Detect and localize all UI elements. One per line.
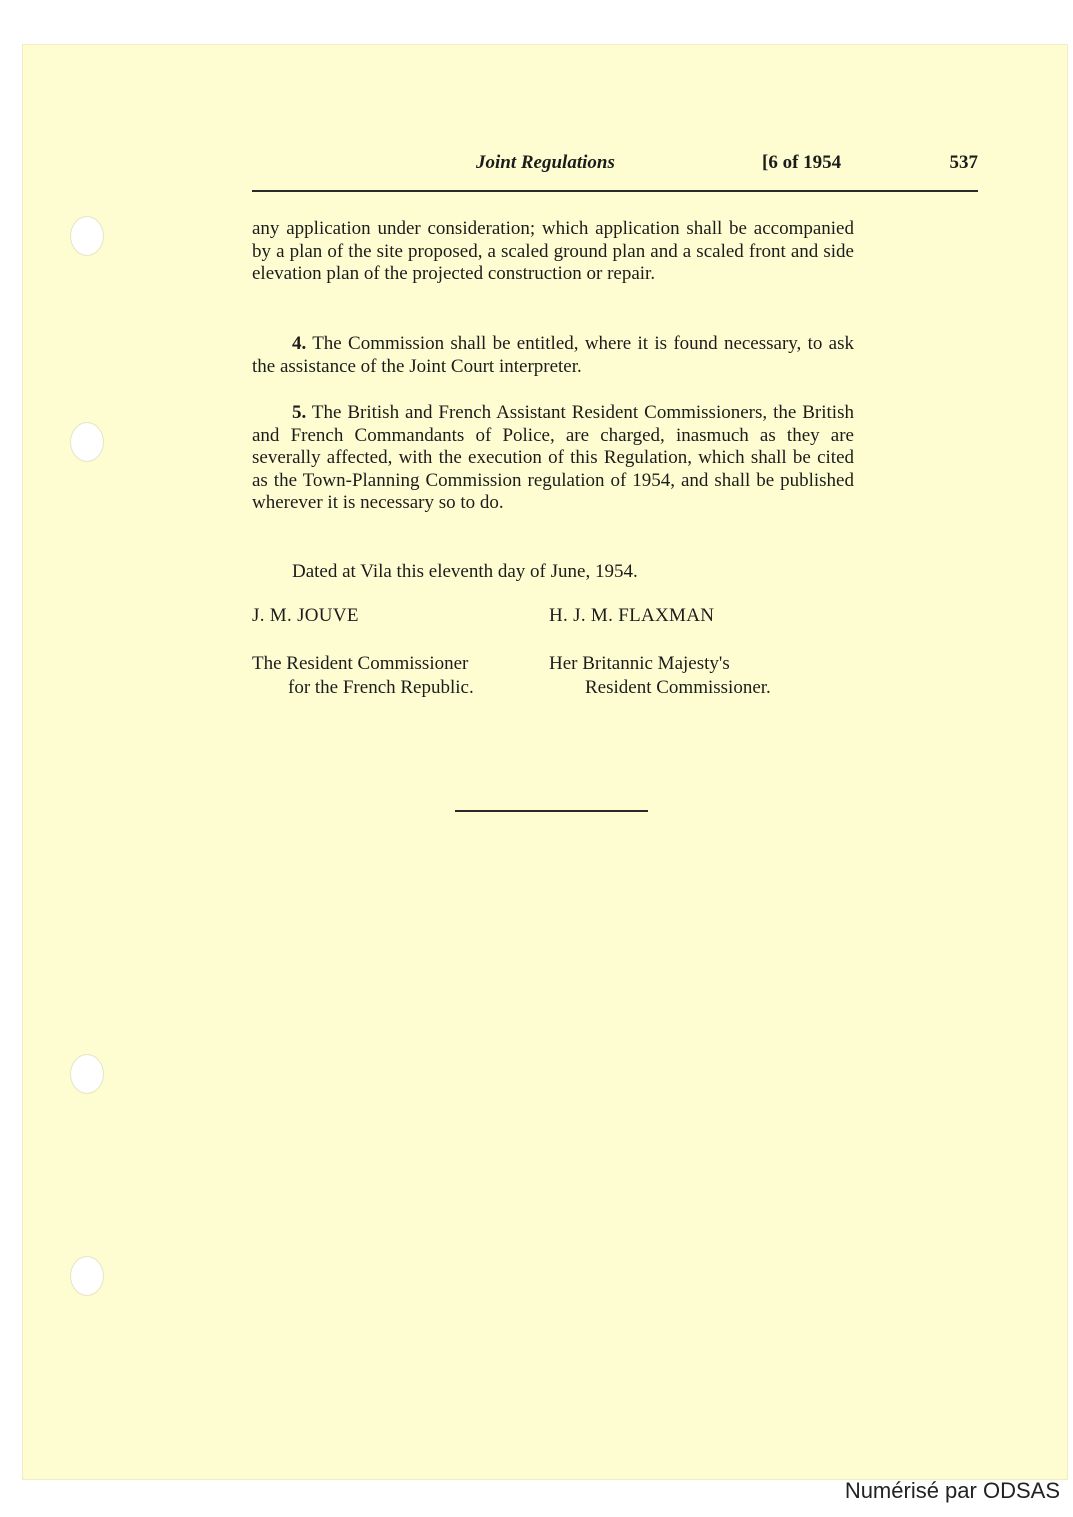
title-line: The Resident Commissioner: [252, 653, 469, 674]
running-header: [250, 152, 978, 178]
title-line: for the French Republic.: [288, 677, 474, 698]
dated-line: Dated at Vila this eleventh day of June, 1954.: [292, 561, 638, 582]
punch-hole: [70, 216, 104, 256]
continuation-text: any application under consideration; which application shall be accompanied by a plan of the site proposed, a scaled ground plan and a scaled front and side elevation plan of the projected construction or repair.: [252, 218, 854, 284]
end-rule: [455, 810, 648, 812]
punch-hole: [70, 1054, 104, 1094]
paragraph-text: The Commission shall be entitled, where it is found necessary, to ask the assistance of the Joint Court interpreter.: [252, 333, 854, 377]
paragraph-4: [252, 333, 854, 378]
signatory-title-french: [252, 652, 474, 700]
paragraph-text: The British and French Assistant Resident Commissioners, the British and French Commandants of Police, are charged, inasmuch as they are severally affected, with the execution of this Regulation, which shall be cited as the Town-Planning Commission regulation of 1954, and shall be published wherever it is necessary so to do.: [252, 402, 854, 513]
paragraph-5: [252, 402, 854, 515]
act-reference: [6 of 1954: [762, 152, 842, 173]
continuation-paragraph: [252, 218, 854, 286]
page-number: 537: [949, 152, 978, 173]
scan-credit: Numérisé par ODSAS: [844, 1478, 1060, 1503]
signatory-name-french: J. M. JOUVE: [252, 605, 359, 626]
header-rule: [252, 190, 978, 192]
running-title: Joint Regulations: [476, 152, 615, 173]
paragraph-number: 5.: [292, 402, 307, 423]
signatory-title-british: [549, 652, 771, 700]
punch-hole: [70, 1256, 104, 1296]
title-line: Her Britannic Majesty's: [549, 653, 730, 674]
punch-hole: [70, 422, 104, 462]
paragraph-number: 4.: [292, 333, 307, 354]
title-line: Resident Commissioner.: [585, 677, 771, 698]
signatory-name-british: H. J. M. FLAXMAN: [549, 605, 715, 626]
